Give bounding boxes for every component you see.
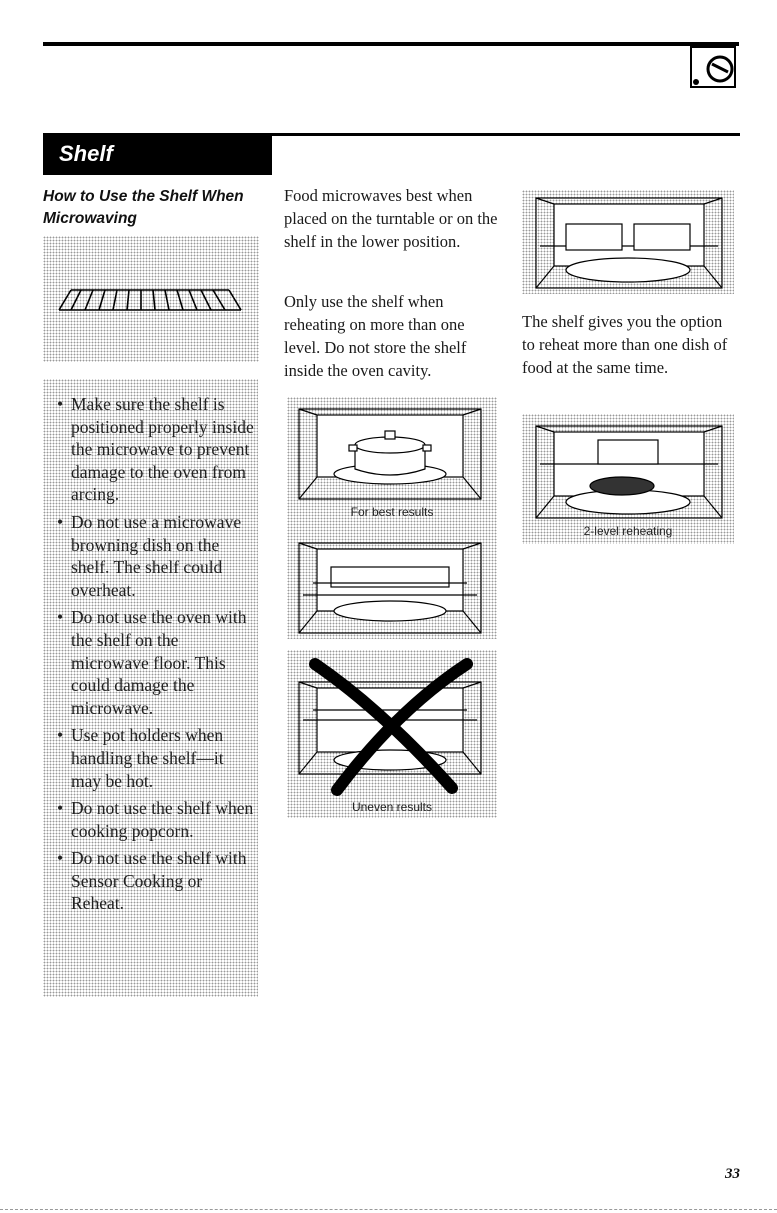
shelf-warnings-box [43,379,258,997]
header-rule [43,42,739,46]
uneven-results-illustration [287,650,497,818]
body-paragraph: The shelf gives you the option to reheat more than one dish of food at the same time. [522,312,728,377]
figure-caption: 2-level reheating [583,524,673,538]
warning-item: • Make sure the shelf is positioned properly inside the microwave to prevent damage to the oven from arcing. [57,393,258,506]
microwave-page-icon [690,46,736,88]
warning-item: • Do not use a microwave browning dish on the shelf. The shelf could overheat. [57,511,258,601]
warning-list [57,393,258,915]
figure-caption: Uneven results [351,800,433,814]
two-dishes-illustration [522,190,734,294]
warning-item: • Use pot holders when handling the shelf—it may be hot. [57,724,258,792]
subheading: How to Use the Shelf When Microwaving [43,188,244,227]
figure-best-results [287,397,497,639]
body-paragraph: Only use the shelf when reheating on more than one level. Do not store the shelf inside the oven cavity. [284,292,467,380]
page-number: 33 [725,1166,740,1182]
figure-caption: For best results [350,505,434,519]
figure-uneven-results [287,650,497,818]
shelf-illustration [43,236,259,362]
shelf-rack-icon [57,286,243,314]
bottom-rule [0,1209,777,1211]
warning-item: • Do not use the oven with the shelf on the microwave floor. This could damage the microwave. [57,606,258,719]
warning-item: • Do not use the shelf when cooking popcorn. [57,797,258,842]
section-rule [272,133,740,136]
figure-2-level-reheating [522,414,734,544]
section-tab-shelf: Shelf [43,133,272,175]
figure-two-dishes [522,190,734,294]
body-paragraph: Food microwaves best when placed on the turntable or on the shelf in the lower position. [284,186,498,251]
warning-item: • Do not use the shelf with Sensor Cooking or Reheat. [57,847,258,915]
